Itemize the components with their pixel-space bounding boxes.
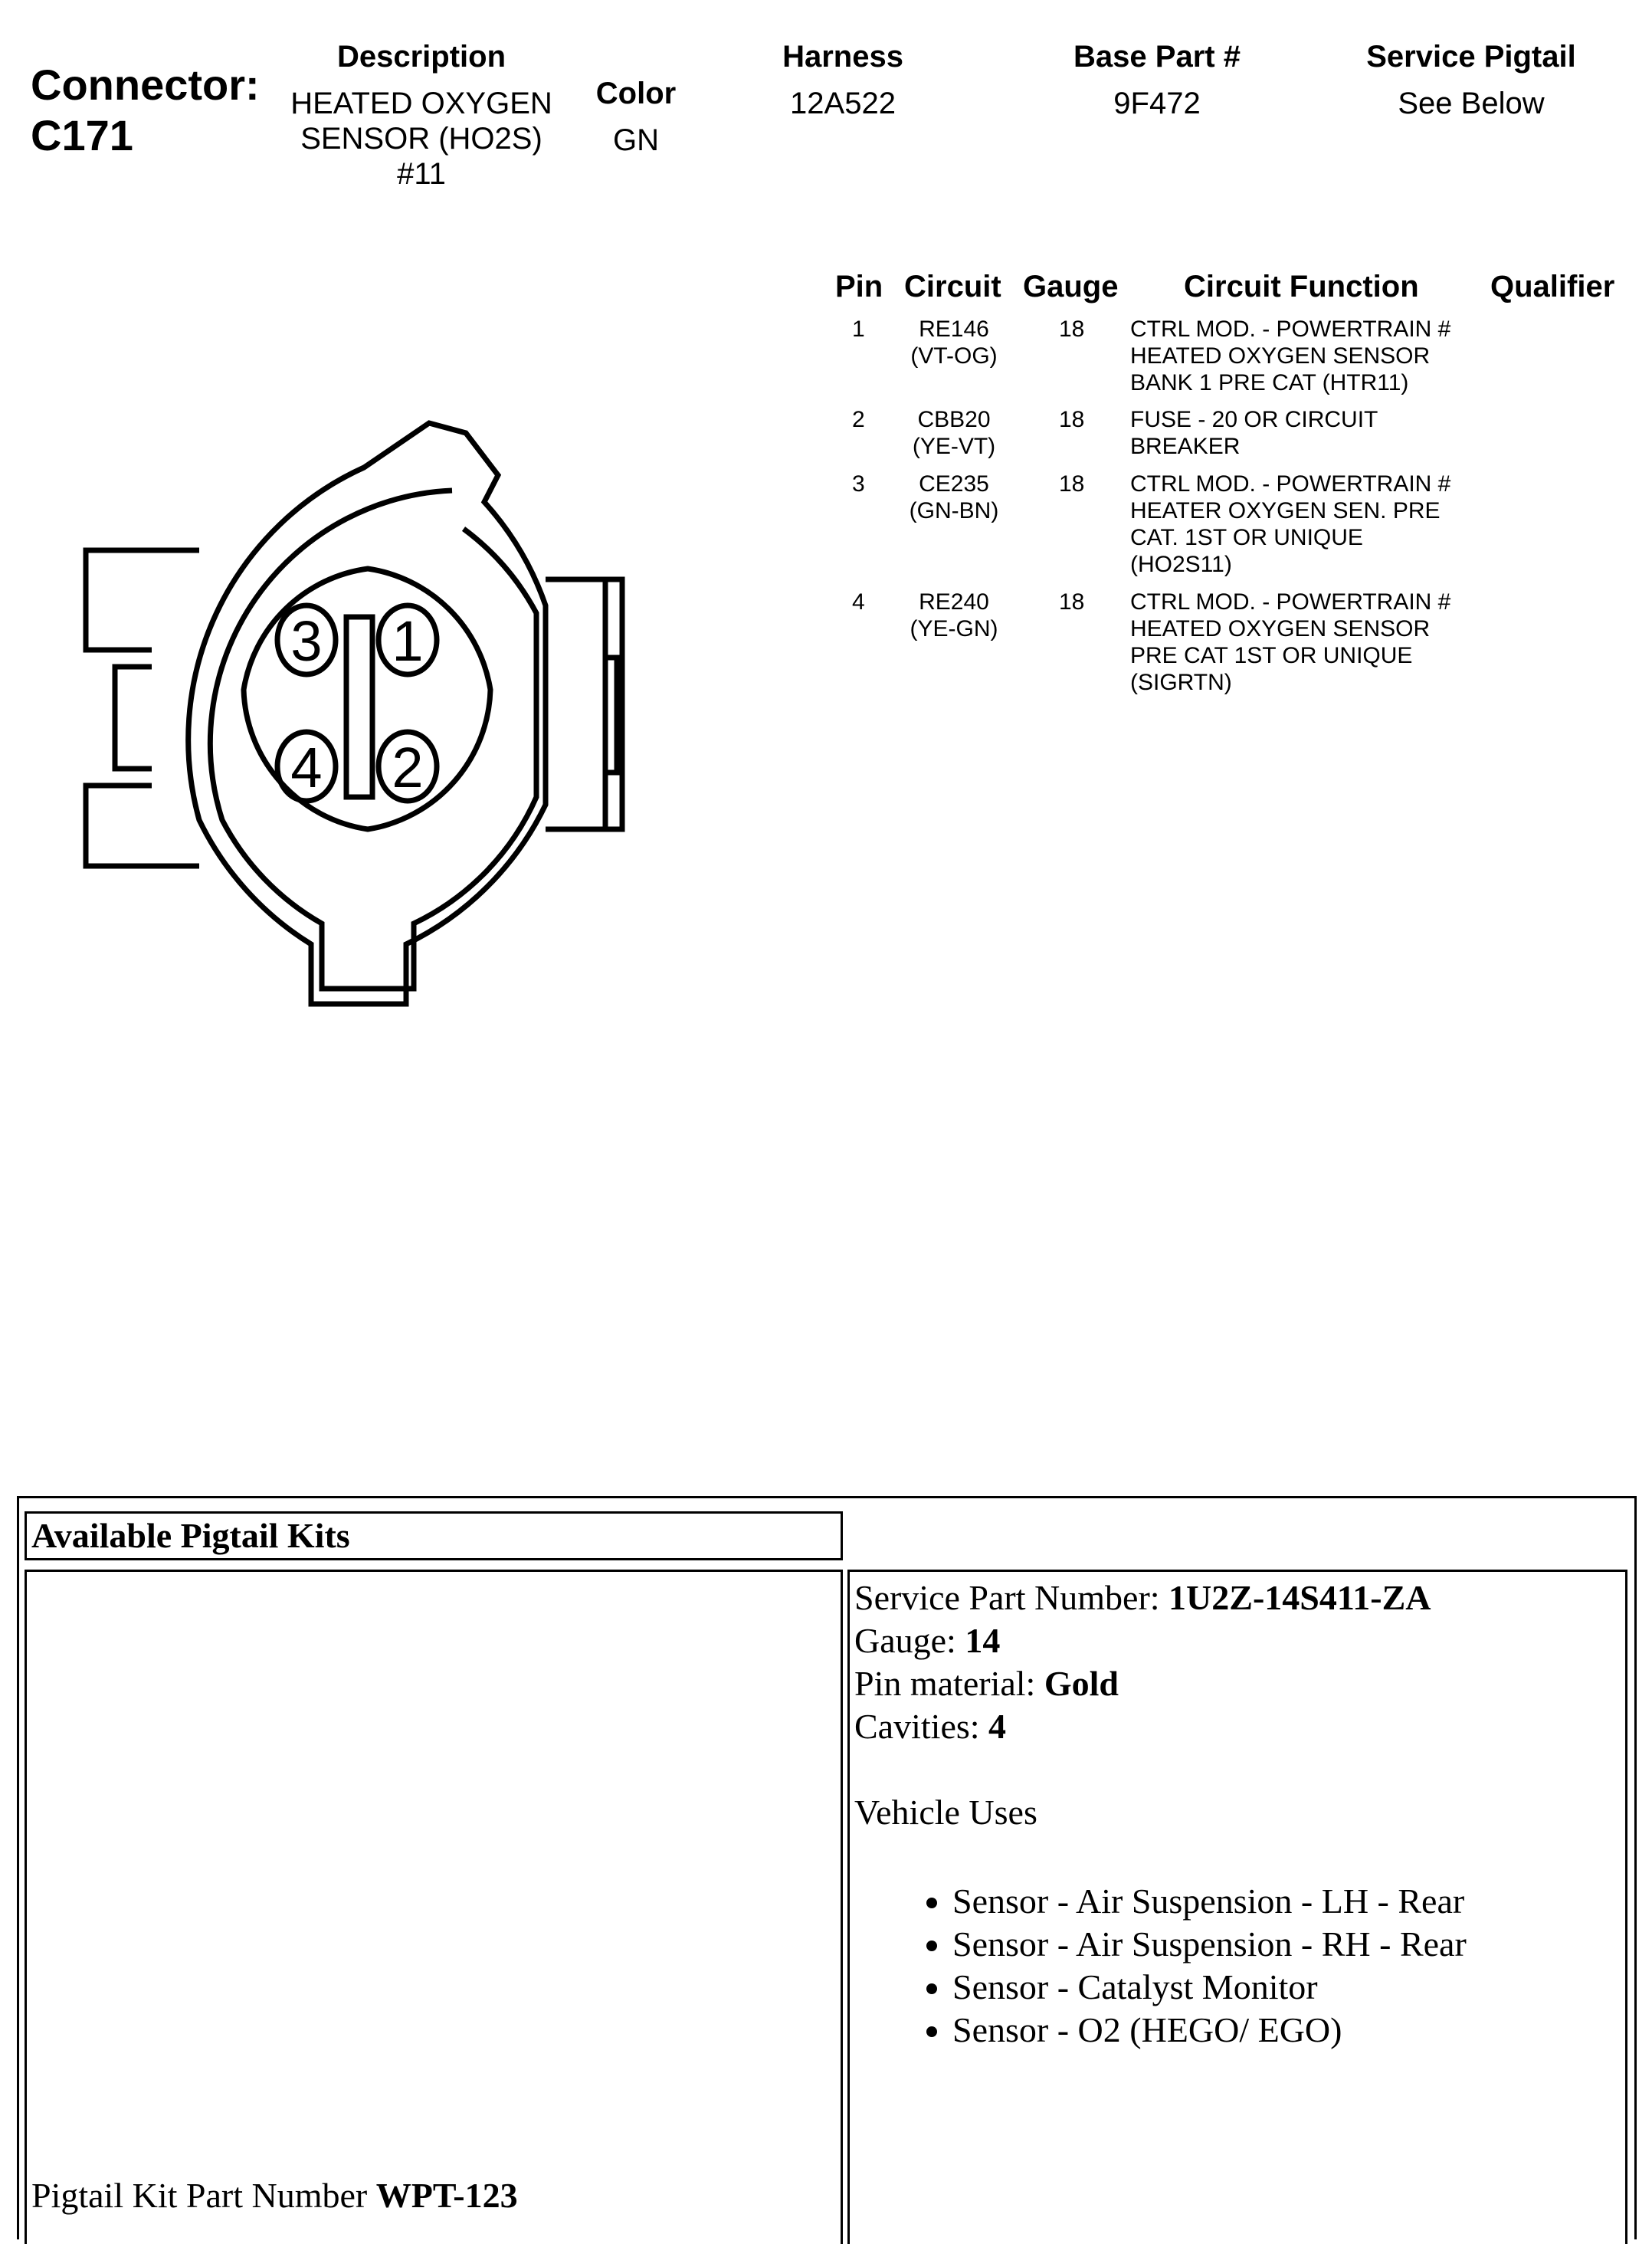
pin-2-label: 2 xyxy=(392,736,424,799)
service-part-value: 1U2Z-14S411-ZA xyxy=(1169,1578,1431,1617)
pin-number: 1 xyxy=(852,317,865,342)
pin-material-label: Pin material: xyxy=(854,1664,1044,1703)
center-divider xyxy=(346,617,372,797)
list-item: • Sensor - Air Suspension - RH - Rear xyxy=(952,1923,1625,1966)
circuit-color: (VT-OG) xyxy=(910,343,998,369)
function-header: Circuit Function xyxy=(1184,270,1419,303)
function-line: (SIGRTN) xyxy=(1130,670,1232,695)
list-item: • Sensor - Catalyst Monitor xyxy=(952,1966,1625,2009)
pin-material-row xyxy=(854,1662,1625,1705)
gauge-cell: 18 xyxy=(1059,471,1085,497)
harness-header: Harness xyxy=(782,40,903,74)
vehicle-uses-list xyxy=(854,1880,1625,2052)
qualifier-header: Qualifier xyxy=(1490,270,1615,303)
function-line: BREAKER xyxy=(1130,434,1241,459)
gauge-cell: 18 xyxy=(1059,407,1085,432)
list-item: • Sensor - O2 (HEGO/ EGO) xyxy=(952,2009,1625,2052)
gauge-header: Gauge xyxy=(1023,270,1119,303)
pin-cavity-body xyxy=(244,569,490,829)
vehicle-uses-heading: Vehicle Uses xyxy=(854,1793,1037,1832)
connector-id: C171 xyxy=(31,111,133,159)
pigtail-kit-value: WPT-123 xyxy=(375,2176,518,2215)
pigtail-details xyxy=(850,1572,1625,2052)
function-line: BANK 1 PRE CAT (HTR11) xyxy=(1130,370,1409,395)
circuit-header: Circuit xyxy=(904,270,1001,303)
function-line: CTRL MOD. - POWERTRAIN # xyxy=(1130,317,1451,342)
color-value: GN xyxy=(613,123,659,157)
connector-face-diagram xyxy=(0,0,690,1073)
function-line: CTRL MOD. - POWERTRAIN # xyxy=(1130,471,1451,497)
pin-4-label: 4 xyxy=(290,736,323,799)
function-cell xyxy=(1130,406,1378,460)
gauge-label: Gauge: xyxy=(854,1621,965,1660)
list-item: • Sensor - Air Suspension - LH - Rear xyxy=(952,1880,1625,1923)
circuit-cell xyxy=(896,406,1011,460)
pin-material-value: Gold xyxy=(1044,1664,1119,1703)
harness-value: 12A522 xyxy=(790,87,896,120)
pin-3-label: 3 xyxy=(290,609,323,673)
service-part-label: Service Part Number: xyxy=(854,1578,1169,1617)
circuit-id: RE146 xyxy=(919,317,989,342)
connector-upper-left-tab xyxy=(86,550,199,650)
function-line: HEATED OXYGEN SENSOR xyxy=(1130,616,1431,641)
circuit-id: CE235 xyxy=(919,471,989,497)
description-line: SENSOR (HO2S) xyxy=(300,122,542,156)
function-line: (HO2S11) xyxy=(1130,552,1232,577)
service-pigtail-header: Service Pigtail xyxy=(1366,40,1576,74)
function-line: CTRL MOD. - POWERTRAIN # xyxy=(1130,589,1451,615)
pigtail-kit-image-cell xyxy=(25,1570,843,2244)
function-cell xyxy=(1130,471,1450,578)
circuit-color: (YE-VT) xyxy=(912,434,996,459)
circuit-cell xyxy=(896,471,1011,524)
circuit-id: CBB20 xyxy=(917,407,991,432)
cavities-label: Cavities: xyxy=(854,1707,989,1746)
description-line: HEATED OXYGEN xyxy=(290,87,552,120)
color-header: Color xyxy=(595,77,677,110)
pin-header: Pin xyxy=(835,270,883,303)
pigtail-kits-title-cell xyxy=(25,1511,843,1560)
cavities-row xyxy=(854,1705,1625,1748)
pigtail-kit-part-number xyxy=(31,2174,518,2217)
description-header: Description xyxy=(336,40,506,74)
circuit-color: (YE-GN) xyxy=(910,616,998,641)
pin-number: 3 xyxy=(852,471,865,497)
connector-left-latch xyxy=(115,667,152,769)
service-pigtail-value: See Below xyxy=(1398,87,1545,120)
circuit-cell xyxy=(896,589,1011,642)
pin-number: 2 xyxy=(852,407,865,432)
connector-label: Connector: xyxy=(31,61,260,109)
service-part-number-row xyxy=(854,1576,1625,1619)
pin-1-label: 1 xyxy=(392,609,424,673)
pigtail-kit-label: Pigtail Kit Part Number xyxy=(31,2176,376,2215)
connector-lower-left-tab xyxy=(86,786,199,866)
function-cell xyxy=(1130,316,1450,396)
base-part-value: 9F472 xyxy=(1113,87,1201,120)
circuit-id: RE240 xyxy=(919,589,989,615)
gauge-value: 14 xyxy=(965,1621,1001,1660)
base-part-header: Base Part # xyxy=(1073,40,1241,74)
gauge-cell: 18 xyxy=(1059,317,1085,342)
gauge-cell: 18 xyxy=(1059,589,1085,615)
function-line: PRE CAT 1ST OR UNIQUE xyxy=(1130,643,1413,668)
function-line: HEATED OXYGEN SENSOR xyxy=(1130,343,1431,369)
circuit-color: (GN-BN) xyxy=(909,498,999,523)
connector-right-tab xyxy=(546,579,622,829)
circuit-cell xyxy=(896,316,1011,369)
gauge-row xyxy=(854,1619,1625,1662)
function-line: FUSE - 20 OR CIRCUIT xyxy=(1130,407,1378,432)
description-line: #11 xyxy=(397,157,446,191)
pin-number: 4 xyxy=(852,589,865,615)
function-line: CAT. 1ST OR UNIQUE xyxy=(1130,525,1363,550)
function-line: HEATER OXYGEN SEN. PRE xyxy=(1130,498,1441,523)
cavities-value: 4 xyxy=(988,1707,1007,1746)
function-cell xyxy=(1130,589,1450,696)
pigtail-kits-title: Available Pigtail Kits xyxy=(31,1516,350,1555)
pigtail-details-cell xyxy=(847,1570,1627,2244)
